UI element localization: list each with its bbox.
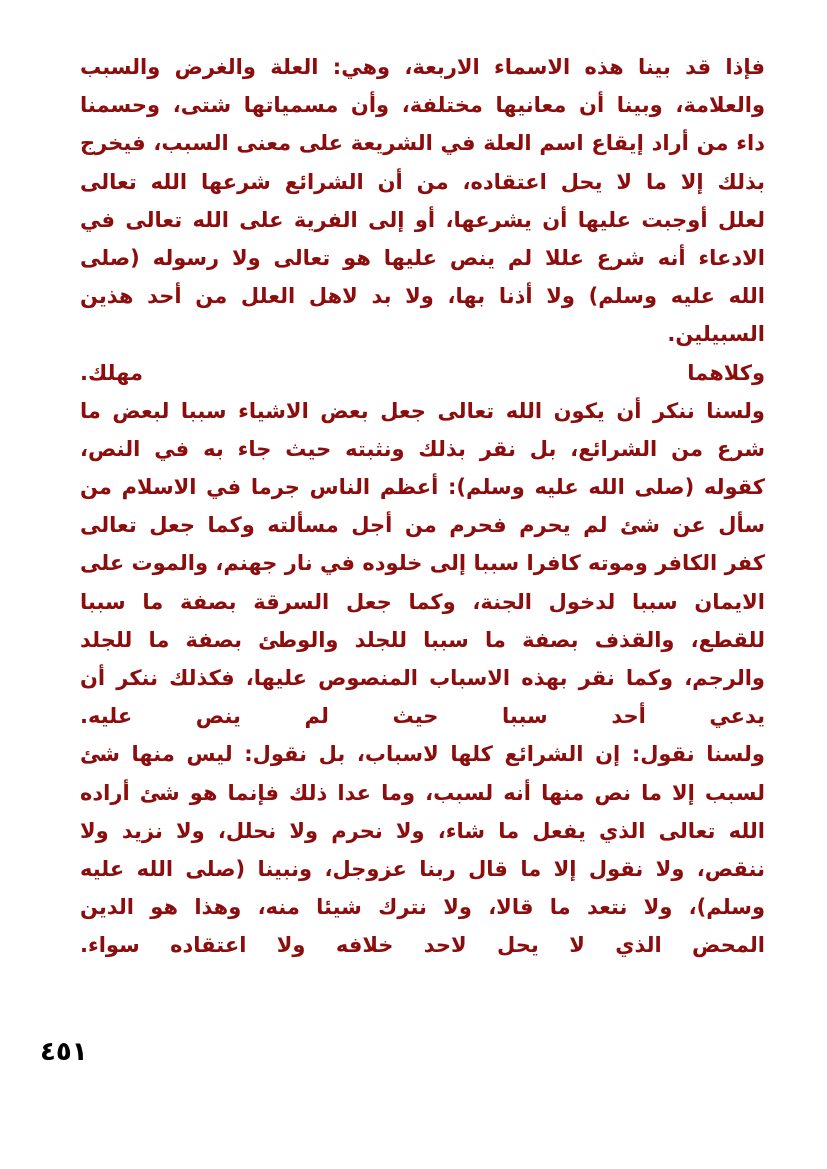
text-line: الله عليه وسلم) ولا أذنا بها، ولا بد لاهل العلل من أحد هذين	[80, 284, 765, 309]
text-line: والعلامة، وبينا أن معانيها مختلفة، وأن مسمياتها شتى، وحسمنا	[80, 93, 765, 118]
page-number: ٤٥١	[40, 1037, 88, 1067]
text-line: ولسنا نقول: إن الشرائع كلها لاسباب، بل نقول: ليس منها شئ	[80, 742, 765, 767]
text-line: الايمان سببا لدخول الجنة، وكما جعل السرقة بصفة ما سببا	[80, 589, 765, 614]
text-line: ولسنا ننكر أن يكون الله تعالى جعل بعض الاشياء سببا لبعض ما	[80, 398, 765, 423]
body-text	[80, 48, 765, 965]
text-line: سأل عن شئ لم يحرم فحرم من أجل مسألته وكما جعل تعالى	[80, 513, 765, 538]
text-line: لعلل أوجبت عليها أن يشرعها، أو إلى الفرية على الله تعالى في	[80, 207, 765, 232]
text-line: يدعي أحد سببا حيث لم ينص عليه.	[80, 704, 765, 729]
text-line: فإذا قد بينا هذه الاسماء الاربعة، وهي: العلة والغرض والسبب	[80, 55, 765, 79]
text-line: لسبب إلا ما نص منها أنه لسبب، وما عدا ذلك فإنما هو شئ أراده	[80, 780, 765, 805]
text-line: بذلك إلا ما لا يحل اعتقاده، من أن الشرائع شرعها الله تعالى	[80, 169, 765, 194]
text-line: شرع من الشرائع، بل نقر بذلك ونثبته حيث جاء به في النص،	[80, 436, 765, 461]
text-line: للقطع، والقذف بصفة ما سببا للجلد والوطئ بصفة ما للجلد	[80, 627, 765, 652]
text-line: وسلم)، ولا نتعد ما قالا، ولا نترك شيئا منه، وهذا هو الدين	[80, 895, 765, 920]
text-line: المحض الذي لا يحل لاحد خلافه ولا اعتقاده سواء.	[80, 933, 765, 958]
text-line: داء من أراد إيقاع اسم العلة في الشريعة على معنى السبب، فيخرج	[80, 131, 765, 156]
text-line: والرجم، وكما نقر بهذه الاسباب المنصوص عليها، فكذلك ننكر أن	[80, 666, 765, 690]
text-line: الله تعالى الذي يفعل ما شاء، ولا نحرم ولا نحلل، ولا نزيد ولا	[80, 818, 765, 843]
text-line: وكلاهما مهلك.	[80, 360, 765, 385]
text-line: الادعاء أنه شرع عللا لم ينص عليها هو تعالى ولا رسوله (صلى	[80, 245, 765, 270]
text-line: كفر الكافر وموته كافرا سببا إلى خلوده في نار جهنم، والموت على	[80, 551, 765, 576]
text-line: ننقص، ولا نقول إلا ما قال ربنا عزوجل، ونبينا (صلى الله عليه	[80, 856, 765, 881]
text-line: كقوله (صلى الله عليه وسلم): أعظم الناس جرما في الاسلام من	[80, 475, 765, 500]
text-line: السبيلين.	[667, 322, 765, 347]
